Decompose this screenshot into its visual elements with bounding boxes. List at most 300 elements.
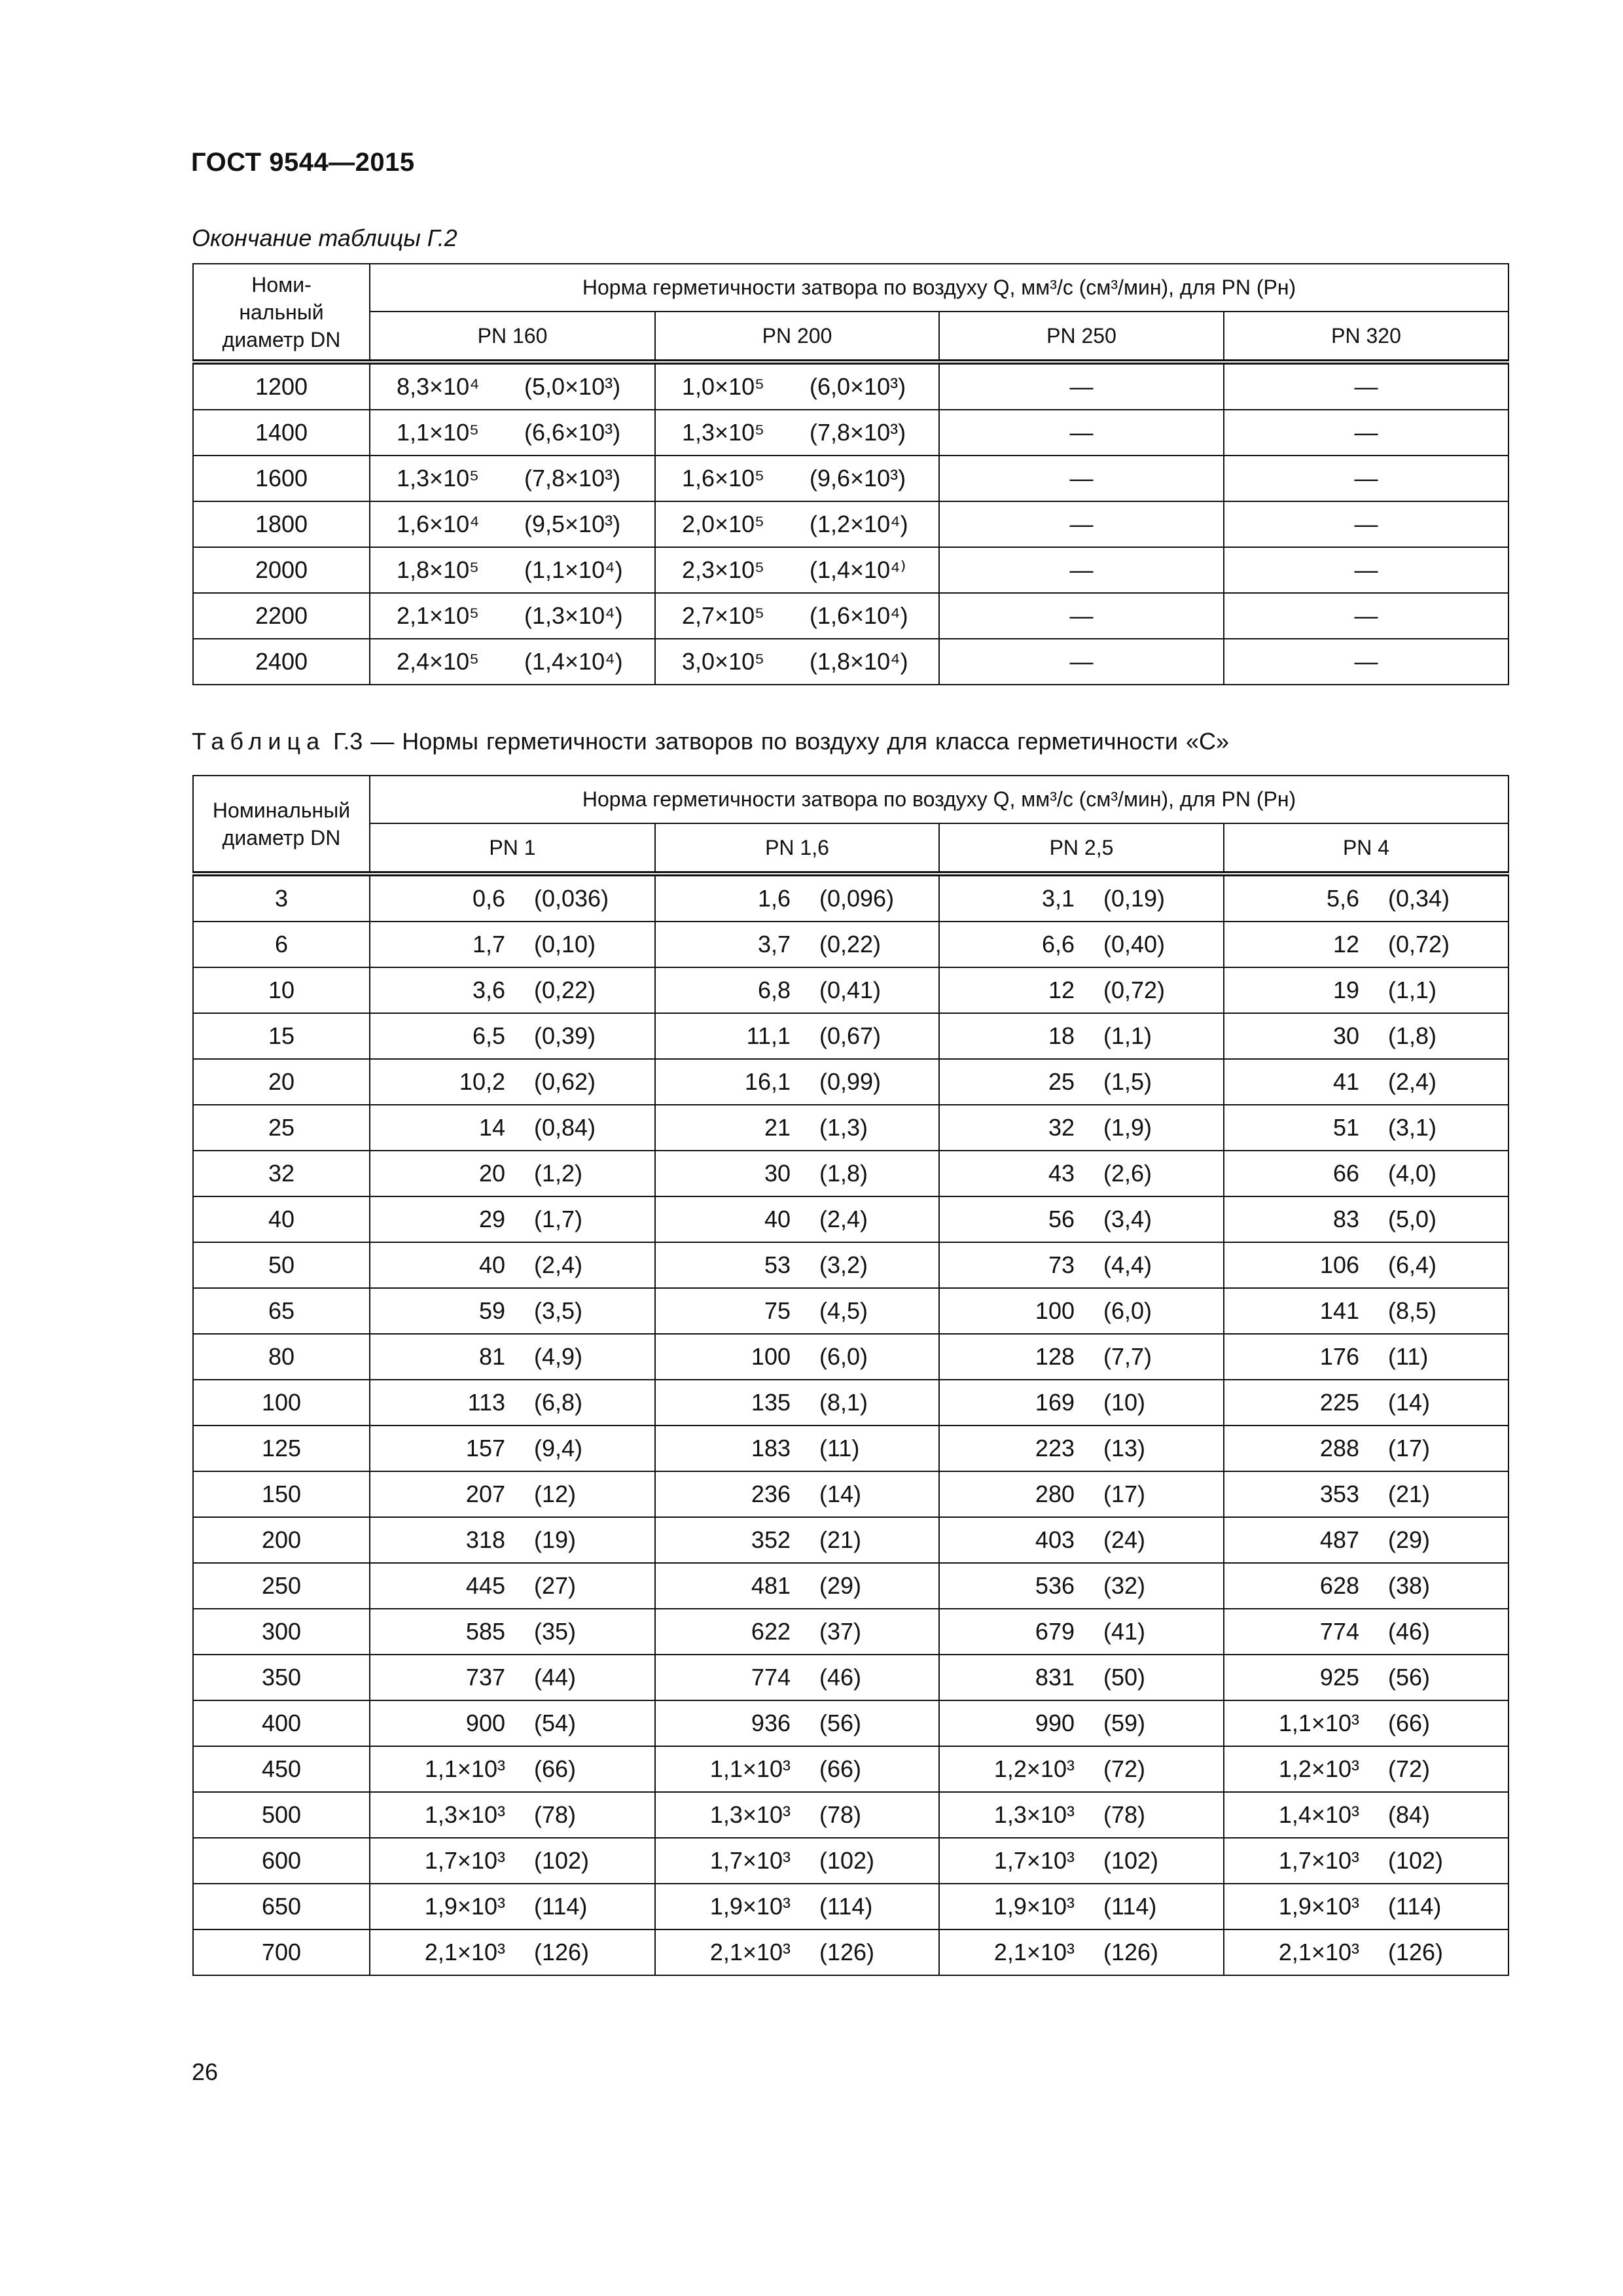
leak-rate-cm3-per-min: (0,22) [534, 977, 596, 1003]
leak-rate-cell [1224, 1242, 1508, 1288]
leak-rate-cell [370, 1288, 655, 1334]
leak-rate-mm3-per-s: 1,0×10⁵ [682, 373, 765, 400]
leak-rate-cell [939, 1105, 1224, 1151]
leak-rate-cm3-per-min: (21) [819, 1526, 862, 1553]
leak-rate-cm3-per-min: (0,40) [1103, 931, 1166, 958]
dn-header-line: Номинальный [212, 798, 351, 822]
dn-cell: 1800 [193, 501, 370, 547]
table-row [193, 1426, 1508, 1471]
leak-rate-cell [939, 1334, 1224, 1380]
leak-rate-mm3-per-s: 445 [465, 1572, 505, 1599]
leak-rate-cell [370, 1792, 655, 1838]
leak-rate-cell [939, 1242, 1224, 1288]
leak-rate-cell [655, 1334, 939, 1380]
leak-rate-cell [370, 593, 655, 639]
leak-rate-mm3-per-s: 3,7 [757, 931, 791, 958]
leak-rate-cm3-per-min: (4,4) [1103, 1251, 1152, 1278]
leak-rate-cell [370, 1746, 655, 1792]
leak-rate-mm3-per-s: 73 [1048, 1251, 1075, 1278]
dn-cell: 450 [193, 1746, 370, 1792]
leak-rate-cm3-per-min: (3,2) [819, 1251, 868, 1278]
leak-rate-mm3-per-s: 536 [1035, 1572, 1075, 1599]
leak-rate-mm3-per-s: 1,3×10³ [424, 1801, 505, 1828]
leak-rate-cell [655, 967, 939, 1013]
leak-rate-mm3-per-s: 8,3×10⁴ [397, 373, 480, 400]
table-row [193, 1609, 1508, 1655]
dn-cell: 32 [193, 1151, 370, 1196]
leak-rate-mm3-per-s: 1,6×10⁵ [682, 465, 765, 492]
leak-rate-cm3-per-min: (72) [1388, 1755, 1431, 1782]
leak-rate-mm3-per-s: 29 [478, 1206, 505, 1232]
leak-rate-cm3-per-min: (1,3) [819, 1114, 868, 1141]
leak-rate-cell [1224, 1746, 1508, 1792]
leak-rate-mm3-per-s: 141 [1319, 1297, 1359, 1324]
leak-rate-cell [939, 1746, 1224, 1792]
leak-rate-cm3-per-min: (66) [819, 1755, 862, 1782]
leak-rate-cm3-per-min: (126) [534, 1939, 590, 1965]
leak-rate-cm3-per-min: (102) [534, 1847, 590, 1874]
leak-rate-mm3-per-s: 157 [465, 1435, 505, 1462]
leak-rate-mm3-per-s: 32 [1048, 1114, 1075, 1141]
table-row [193, 1196, 1508, 1242]
leak-rate-mm3-per-s: 183 [751, 1435, 791, 1462]
leak-rate-cell [939, 1792, 1224, 1838]
leak-rate-cell [370, 1380, 655, 1426]
table-row [193, 593, 1508, 639]
leak-rate-cell [655, 1792, 939, 1838]
leak-rate-mm3-per-s: 225 [1319, 1389, 1359, 1416]
dn-header [193, 264, 370, 362]
leak-rate-cm3-per-min: (102) [819, 1847, 875, 1874]
table-row [193, 1929, 1508, 1975]
leak-rate-mm3-per-s: 352 [751, 1526, 791, 1553]
leak-rate-mm3-per-s: 1,7 [472, 931, 505, 958]
leak-rate-cell [370, 1105, 655, 1151]
leak-rate-cell [655, 593, 939, 639]
empty-value-cell: — [939, 410, 1224, 456]
leak-rate-cell [655, 922, 939, 967]
leak-rate-mm3-per-s: 14 [478, 1114, 505, 1141]
pn-header: PN 1,6 [655, 823, 939, 874]
leak-rate-cell [370, 547, 655, 593]
leak-rate-cell [370, 1059, 655, 1105]
leak-rate-cm3-per-min: (102) [1103, 1847, 1159, 1874]
leak-rate-cm3-per-min: (0,84) [534, 1114, 596, 1141]
leak-rate-cell [939, 1426, 1224, 1471]
leak-rate-cm3-per-min: (102) [1388, 1847, 1444, 1874]
leak-rate-cell [1224, 1884, 1508, 1929]
leak-rate-cm3-per-min: (0,72) [1103, 977, 1166, 1003]
leak-rate-cm3-per-min: (6,0) [1103, 1297, 1152, 1324]
leak-rate-mm3-per-s: 900 [465, 1710, 505, 1736]
leak-rate-mm3-per-s: 737 [465, 1664, 505, 1691]
leak-rate-cell [370, 362, 655, 410]
leak-rate-cell [1224, 1426, 1508, 1471]
leak-rate-mm3-per-s: 21 [764, 1114, 791, 1141]
leak-rate-cm3-per-min: (46) [1388, 1618, 1431, 1645]
leak-rate-mm3-per-s: 43 [1048, 1160, 1075, 1187]
leak-rate-cm3-per-min: (6,0×10³) [810, 373, 906, 400]
leak-rate-cm3-per-min: (14) [819, 1480, 862, 1507]
leak-rate-mm3-per-s: 6,6 [1041, 931, 1075, 958]
leak-rate-cm3-per-min: (1,1×10⁴) [524, 556, 623, 583]
leak-rate-cell [1224, 922, 1508, 967]
dn-header-line: диаметр DN [222, 327, 341, 351]
dn-cell: 650 [193, 1884, 370, 1929]
empty-value-cell: — [939, 547, 1224, 593]
leak-rate-cell [370, 1929, 655, 1975]
empty-value-cell: — [939, 593, 1224, 639]
leak-rate-cell [370, 639, 655, 685]
dn-header-line: диаметр DN [222, 825, 341, 850]
leak-rate-cm3-per-min: (7,8×10³) [524, 465, 621, 492]
leak-rate-cm3-per-min: (29) [819, 1572, 862, 1599]
leak-rate-mm3-per-s: 1,8×10⁵ [397, 556, 480, 583]
leak-rate-cm3-per-min: (7,7) [1103, 1343, 1152, 1370]
leak-rate-cell [1224, 1013, 1508, 1059]
leak-rate-mm3-per-s: 1,9×10³ [993, 1893, 1075, 1920]
page-number: 26 [192, 2058, 219, 2085]
leak-rate-cm3-per-min: (17) [1103, 1480, 1146, 1507]
leak-rate-mm3-per-s: 40 [478, 1251, 505, 1278]
leak-rate-mm3-per-s: 18 [1048, 1022, 1075, 1049]
table-row [193, 1151, 1508, 1196]
leak-rate-cell [939, 1013, 1224, 1059]
leak-rate-cm3-per-min: (0,41) [819, 977, 882, 1003]
leak-rate-mm3-per-s: 1,2×10³ [993, 1755, 1075, 1782]
leak-rate-cm3-per-min: (0,19) [1103, 885, 1166, 912]
dn-header-line: Номи- [251, 272, 312, 296]
table-row [193, 1013, 1508, 1059]
leak-rate-mm3-per-s: 3,0×10⁵ [682, 648, 765, 675]
leak-rate-cell [655, 501, 939, 547]
leak-rate-cm3-per-min: (1,6×10⁴) [810, 602, 908, 629]
leak-rate-cell [370, 1655, 655, 1700]
leak-rate-cm3-per-min: (2,6) [1103, 1160, 1152, 1187]
leak-rate-cell [655, 1746, 939, 1792]
table-g3-body [193, 874, 1508, 1975]
table-row [193, 547, 1508, 593]
leak-rate-cm3-per-min: (3,1) [1388, 1114, 1437, 1141]
leak-rate-cm3-per-min: (72) [1103, 1755, 1146, 1782]
leak-rate-cm3-per-min: (9,4) [534, 1435, 583, 1462]
leak-rate-cm3-per-min: (3,5) [534, 1297, 583, 1324]
leak-rate-mm3-per-s: 936 [751, 1710, 791, 1736]
leak-rate-mm3-per-s: 59 [478, 1297, 505, 1324]
dn-cell: 600 [193, 1838, 370, 1884]
leak-rate-cm3-per-min: (29) [1388, 1526, 1431, 1553]
leak-rate-cm3-per-min: (84) [1388, 1801, 1431, 1828]
leak-rate-cm3-per-min: (56) [819, 1710, 862, 1736]
leak-rate-cm3-per-min: (4,0) [1388, 1160, 1437, 1187]
leak-rate-cm3-per-min: (8,1) [819, 1389, 868, 1416]
leak-rate-cm3-per-min: (11) [1388, 1343, 1429, 1370]
leak-rate-mm3-per-s: 1,1×10³ [709, 1755, 791, 1782]
table-g2-body [193, 362, 1508, 685]
leak-rate-mm3-per-s: 56 [1048, 1206, 1075, 1232]
leak-rate-mm3-per-s: 19 [1332, 977, 1359, 1003]
leak-rate-cell [939, 1700, 1224, 1746]
table-g3-caption [192, 728, 1229, 755]
leak-rate-mm3-per-s: 1,7×10³ [993, 1847, 1075, 1874]
leak-rate-cell [655, 1655, 939, 1700]
leak-rate-cm3-per-min: (41) [1103, 1618, 1146, 1645]
leak-rate-cell [939, 1838, 1224, 1884]
leak-rate-cm3-per-min: (24) [1103, 1526, 1146, 1553]
dn-cell: 6 [193, 922, 370, 967]
leak-rate-cell [655, 1013, 939, 1059]
leak-rate-mm3-per-s: 1,7×10³ [709, 1847, 791, 1874]
table-g3-caption-text: Г.3 — Нормы герметичности затворов по воздуху для класса герметичности «С» [333, 728, 1230, 755]
leak-rate-cm3-per-min: (1,1) [1103, 1022, 1152, 1049]
leak-rate-cell [655, 1151, 939, 1196]
empty-value-cell: — [1224, 362, 1508, 410]
leak-rate-mm3-per-s: 1,6×10⁴ [397, 511, 480, 537]
pn-header: PN 4 [1224, 823, 1508, 874]
leak-rate-mm3-per-s: 41 [1332, 1068, 1359, 1095]
leak-rate-mm3-per-s: 774 [751, 1664, 791, 1691]
leak-rate-mm3-per-s: 176 [1319, 1343, 1359, 1370]
leak-rate-mm3-per-s: 2,7×10⁵ [682, 602, 765, 629]
document-title: ГОСТ 9544—2015 [191, 148, 415, 177]
table-row [193, 1288, 1508, 1334]
leak-rate-cm3-per-min: (4,9) [534, 1343, 583, 1370]
leak-rate-cell [1224, 1700, 1508, 1746]
leak-rate-mm3-per-s: 0,6 [472, 885, 505, 912]
leak-rate-cm3-per-min: (1,3×10⁴) [524, 602, 623, 629]
leak-rate-cell [370, 1151, 655, 1196]
dn-cell: 250 [193, 1563, 370, 1609]
leak-rate-cm3-per-min: (6,0) [819, 1343, 868, 1370]
table-row [193, 874, 1508, 922]
leak-rate-mm3-per-s: 5,6 [1326, 885, 1359, 912]
table-row [193, 967, 1508, 1013]
leak-rate-mm3-per-s: 831 [1035, 1664, 1075, 1691]
dn-cell: 150 [193, 1471, 370, 1517]
empty-value-cell: — [939, 456, 1224, 501]
leak-rate-cm3-per-min: (37) [819, 1618, 862, 1645]
leak-rate-cell [370, 1334, 655, 1380]
dn-cell: 200 [193, 1517, 370, 1563]
leak-rate-cm3-per-min: (1,9) [1103, 1114, 1152, 1141]
leak-rate-mm3-per-s: 40 [764, 1206, 791, 1232]
table-row [193, 456, 1508, 501]
table-row [193, 1655, 1508, 1700]
pn-header: PN 2,5 [939, 823, 1224, 874]
leak-rate-cell [655, 1838, 939, 1884]
leak-rate-cm3-per-min: (9,6×10³) [810, 465, 906, 492]
dn-cell: 65 [193, 1288, 370, 1334]
leak-rate-cell [655, 1471, 939, 1517]
leak-rate-cell [1224, 1609, 1508, 1655]
table-row [193, 362, 1508, 410]
dn-cell: 50 [193, 1242, 370, 1288]
leak-rate-cell [1224, 1655, 1508, 1700]
leak-rate-cm3-per-min: (0,10) [534, 931, 596, 958]
leak-rate-cell [655, 1929, 939, 1975]
leak-rate-cm3-per-min: (44) [534, 1664, 577, 1691]
leak-rate-cell [655, 874, 939, 922]
leak-rate-cell [939, 1471, 1224, 1517]
table-g3 [192, 775, 1509, 1976]
leak-rate-cm3-per-min: (0,22) [819, 931, 882, 958]
leak-rate-cell [1224, 1059, 1508, 1105]
leak-rate-cm3-per-min: (10) [1103, 1389, 1146, 1416]
leak-rate-cell [655, 1563, 939, 1609]
leak-rate-cm3-per-min: (21) [1388, 1480, 1431, 1507]
leak-rate-cell [370, 1013, 655, 1059]
empty-value-cell: — [1224, 639, 1508, 685]
pn-header: PN 250 [939, 312, 1224, 362]
leak-rate-cm3-per-min: (11) [819, 1435, 860, 1462]
leak-rate-mm3-per-s: 487 [1319, 1526, 1359, 1553]
dn-cell: 80 [193, 1334, 370, 1380]
leak-rate-cell [1224, 1929, 1508, 1975]
leak-rate-cm3-per-min: (0,036) [534, 885, 609, 912]
leak-rate-mm3-per-s: 3,6 [472, 977, 505, 1003]
leak-rate-mm3-per-s: 100 [1035, 1297, 1075, 1324]
table-row [193, 1471, 1508, 1517]
leak-rate-mm3-per-s: 10,2 [459, 1068, 505, 1095]
leak-rate-cm3-per-min: (0,62) [534, 1068, 596, 1095]
leak-rate-mm3-per-s: 2,3×10⁵ [682, 556, 765, 583]
leak-rate-cell [370, 874, 655, 922]
leak-rate-mm3-per-s: 2,4×10⁵ [397, 648, 480, 675]
pn-header: PN 1 [370, 823, 655, 874]
leak-rate-cm3-per-min: (0,67) [819, 1022, 882, 1049]
leak-rate-mm3-per-s: 11,1 [746, 1022, 791, 1049]
leak-rate-mm3-per-s: 30 [764, 1160, 791, 1187]
table-g3-caption-label: Таблица [192, 728, 326, 755]
leak-rate-header: Норма герметичности затвора по воздуху Q, мм³/с (см³/мин), для PN (Pн) [370, 776, 1508, 823]
leak-rate-cell [939, 967, 1224, 1013]
leak-rate-cell [370, 922, 655, 967]
leak-rate-cm3-per-min: (17) [1388, 1435, 1431, 1462]
leak-rate-cm3-per-min: (1,7) [534, 1206, 583, 1232]
leak-rate-cm3-per-min: (56) [1388, 1664, 1431, 1691]
dn-cell: 350 [193, 1655, 370, 1700]
leak-rate-mm3-per-s: 2,0×10⁵ [682, 511, 765, 537]
leak-rate-cell [1224, 1380, 1508, 1426]
leak-rate-cm3-per-min: (0,39) [534, 1022, 596, 1049]
leak-rate-mm3-per-s: 1,4×10³ [1278, 1801, 1359, 1828]
leak-rate-cell [1224, 1105, 1508, 1151]
leak-rate-mm3-per-s: 2,1×10³ [709, 1939, 791, 1965]
leak-rate-cell [939, 874, 1224, 922]
leak-rate-cell [655, 1700, 939, 1746]
dn-cell: 1400 [193, 410, 370, 456]
leak-rate-cm3-per-min: (3,4) [1103, 1206, 1152, 1232]
leak-rate-cm3-per-min: (66) [1388, 1710, 1431, 1736]
leak-rate-mm3-per-s: 1,3×10³ [709, 1801, 791, 1828]
leak-rate-mm3-per-s: 6,8 [757, 977, 791, 1003]
leak-rate-cell [1224, 1838, 1508, 1884]
leak-rate-mm3-per-s: 1,7×10³ [1278, 1847, 1359, 1874]
leak-rate-mm3-per-s: 1,9×10³ [1278, 1893, 1359, 1920]
leak-rate-cell [655, 362, 939, 410]
table-row [193, 1059, 1508, 1105]
leak-rate-cm3-per-min: (5,0) [1388, 1206, 1437, 1232]
table-row [193, 1105, 1508, 1151]
leak-rate-mm3-per-s: 25 [1048, 1068, 1075, 1095]
empty-value-cell: — [1224, 501, 1508, 547]
leak-rate-cell [370, 1563, 655, 1609]
dn-cell: 300 [193, 1609, 370, 1655]
empty-value-cell: — [1224, 410, 1508, 456]
leak-rate-mm3-per-s: 679 [1035, 1618, 1075, 1645]
leak-rate-mm3-per-s: 2,1×10³ [993, 1939, 1075, 1965]
leak-rate-mm3-per-s: 81 [478, 1343, 505, 1370]
leak-rate-cell [655, 1288, 939, 1334]
leak-rate-cell [370, 410, 655, 456]
leak-rate-cell [370, 501, 655, 547]
leak-rate-cm3-per-min: (46) [819, 1664, 862, 1691]
leak-rate-mm3-per-s: 30 [1332, 1022, 1359, 1049]
dn-cell: 40 [193, 1196, 370, 1242]
dn-cell: 25 [193, 1105, 370, 1151]
table-row [193, 922, 1508, 967]
leak-rate-cell [1224, 1563, 1508, 1609]
leak-rate-cm3-per-min: (0,72) [1388, 931, 1450, 958]
dn-cell: 700 [193, 1929, 370, 1975]
leak-rate-mm3-per-s: 106 [1319, 1251, 1359, 1278]
dn-cell: 100 [193, 1380, 370, 1426]
empty-value-cell: — [1224, 456, 1508, 501]
dn-cell: 1200 [193, 362, 370, 410]
leak-rate-mm3-per-s: 2,1×10⁵ [397, 602, 480, 629]
leak-rate-cell [939, 1059, 1224, 1105]
table-row [193, 1334, 1508, 1380]
leak-rate-cm3-per-min: (114) [534, 1893, 588, 1920]
leak-rate-cm3-per-min: (6,8) [534, 1389, 583, 1416]
leak-rate-mm3-per-s: 1,2×10³ [1278, 1755, 1359, 1782]
leak-rate-mm3-per-s: 83 [1332, 1206, 1359, 1232]
leak-rate-cm3-per-min: (2,4) [534, 1251, 583, 1278]
empty-value-cell: — [1224, 593, 1508, 639]
leak-rate-cm3-per-min: (0,34) [1388, 885, 1450, 912]
leak-rate-cm3-per-min: (1,2×10⁴) [810, 511, 908, 537]
leak-rate-cm3-per-min: (38) [1388, 1572, 1431, 1599]
leak-rate-cell [1224, 1517, 1508, 1563]
leak-rate-mm3-per-s: 51 [1332, 1114, 1359, 1141]
leak-rate-mm3-per-s: 1,9×10³ [424, 1893, 505, 1920]
leak-rate-cell [939, 1288, 1224, 1334]
dn-cell: 500 [193, 1792, 370, 1838]
leak-rate-mm3-per-s: 280 [1035, 1480, 1075, 1507]
leak-rate-cell [939, 1609, 1224, 1655]
leak-rate-cm3-per-min: (19) [534, 1526, 577, 1553]
leak-rate-mm3-per-s: 1,1×10⁵ [397, 419, 480, 446]
leak-rate-cell [655, 1196, 939, 1242]
leak-rate-mm3-per-s: 481 [751, 1572, 791, 1599]
leak-rate-cm3-per-min: (78) [819, 1801, 862, 1828]
leak-rate-mm3-per-s: 1,1×10³ [1278, 1710, 1359, 1736]
dn-cell: 1600 [193, 456, 370, 501]
leak-rate-cm3-per-min: (7,8×10³) [810, 419, 906, 446]
dn-cell: 15 [193, 1013, 370, 1059]
dn-cell: 2400 [193, 639, 370, 685]
leak-rate-cell [1224, 1471, 1508, 1517]
leak-rate-cell [370, 1426, 655, 1471]
empty-value-cell: — [939, 639, 1224, 685]
dn-cell: 10 [193, 967, 370, 1013]
table-row [193, 1563, 1508, 1609]
leak-rate-cell [655, 1426, 939, 1471]
leak-rate-cell [1224, 1196, 1508, 1242]
leak-rate-cm3-per-min: (12) [534, 1480, 577, 1507]
leak-rate-mm3-per-s: 628 [1319, 1572, 1359, 1599]
table-row [193, 1838, 1508, 1884]
